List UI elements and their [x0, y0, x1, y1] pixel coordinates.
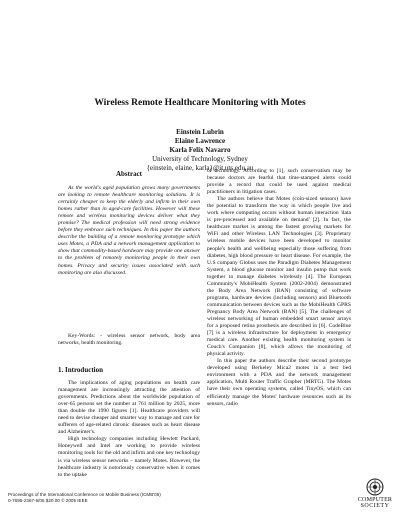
body-paragraph: In this paper the authors describe their second prototype developed using Berkeley Mica2 motes in a test bed environment with a PDA and the network management application, Multi Router Traffic Grapher (MRTG). The Motes have their own operating systems, called TinyOS, which can efficiently manage the Motes' hardware resources such as its sensors, radio — [207, 358, 351, 407]
ieee-computer-society-logo-icon — [366, 478, 384, 496]
footer-line: Proceedings of the International Conference on Mobile Business (ICMB'05) — [8, 492, 161, 497]
logo-text: SOCIETY — [360, 503, 390, 509]
computer-society-logo — [355, 478, 395, 509]
right-column — [207, 168, 351, 408]
footer-line: 0-7695-2367-6/05 $20.00 © 2005 IEEE — [8, 498, 88, 503]
abstract-heading: Abstract — [115, 170, 143, 178]
body-paragraph: of technology. According to [1], such conservatism may be because doctors are fearful that time-stamped alerts could provide a record that could be used against medical practitioners in litigation cases. — [207, 168, 351, 196]
author-emails: {einstein, elaine, karla}@it.uts.edu.au — [146, 164, 254, 172]
logo-text: COMPUTER — [357, 497, 393, 503]
section-heading-introduction: 1. Introduction — [58, 366, 103, 374]
author-name: Karla Felix Navarro — [169, 146, 231, 154]
paper-title: Wireless Remote Healthcare Monitoring with Motes — [94, 98, 306, 108]
affiliation: University of Technology, Sydney — [152, 155, 248, 163]
intro-column — [58, 380, 200, 479]
body-paragraph: High technology companies including Hewlett Packard, Honeywell and Intel are working to provide wireless monitoring tools for the old and infirm and one key technology is via wireless sensor networks – namely Motes. However, the healthcare industry is notoriously conservative when it comes to the uptake — [58, 436, 200, 478]
abstract-text: As the world's aged population grows many governments are looking to remote healthcare monitoring solutions. It is certainly cheaper to keep the elderly and infirm in their own homes rather than in aged-care facilities. However will these remote and wireless monitoring devices deliver what they promise? The medical profession will need strong evidence before they embrace such techniques. In this paper the authors describe the building of a remote monitoring prototype which uses Motes, a PDA and a network management application to show that commodity-based hardware may provide one answer to the problem of remotely monitoring people in their own homes. Privacy and security issues associated with such monitoring are also discussed. — [58, 185, 200, 276]
author-name: Einstein Lubrin — [176, 128, 224, 136]
body-paragraph: The authors believe that Motes (coin-sized sensors) have the potential to transform the way in which people live and work where computing occurs without human interaction 'data is pre-processed and available on demand' [2]. In fact, the healthcare market is among the fastest growing markets for WiFi and other Wireless LAN Technologies [3]. Proprietary wireless mobile devices have been developed to monitor people's health and wellbeing especially those suffering from diabetes, high blood pressure or heart disease. For example, the U.S company Globus uses the Paradigm Diabetes Management System, a blood glucose monitor and insulin pump that work together to manage diabetes wirelessly [4]. The European Community's MobiHealth System (2002-2004) demonstrated the Body Area Network (BAN) consisting of software programs, hardware devices (including sensors) and Bluetooth communication between devices such as the MobiHealth GPRS Pregnancy Body Area Network (BAN) [5]. The challenges of wireless networking of human embedded smart sensor arrays for a proposed retina prosthesis are described in [6]. CodeBlue [7] is a wireless infrastructure for deployment in emergency medical care. Another existing health monitoring system is Couch's Companion [8], which allows the monitoring of physical activity. — [207, 196, 351, 358]
author-block — [0, 128, 400, 173]
author-name: Elaine Lawrence — [174, 137, 226, 145]
proceedings-footer — [8, 492, 161, 504]
keywords: Key-Words: - wireless sensor network, body area networks, health monitoring. — [58, 333, 200, 347]
body-paragraph: The implications of aging populations on health care management are increasingly attracting the attention of governments. Predictions about the worldwide population of over-65 persons set the number at 761 million by 2025, more than double the 1990 figures [1]. Healthcare providers will need to devise cheaper and smarter way to manage and care for sufferers of age-related chronic diseases such as heart disease and Alzheimer's. — [58, 380, 200, 436]
